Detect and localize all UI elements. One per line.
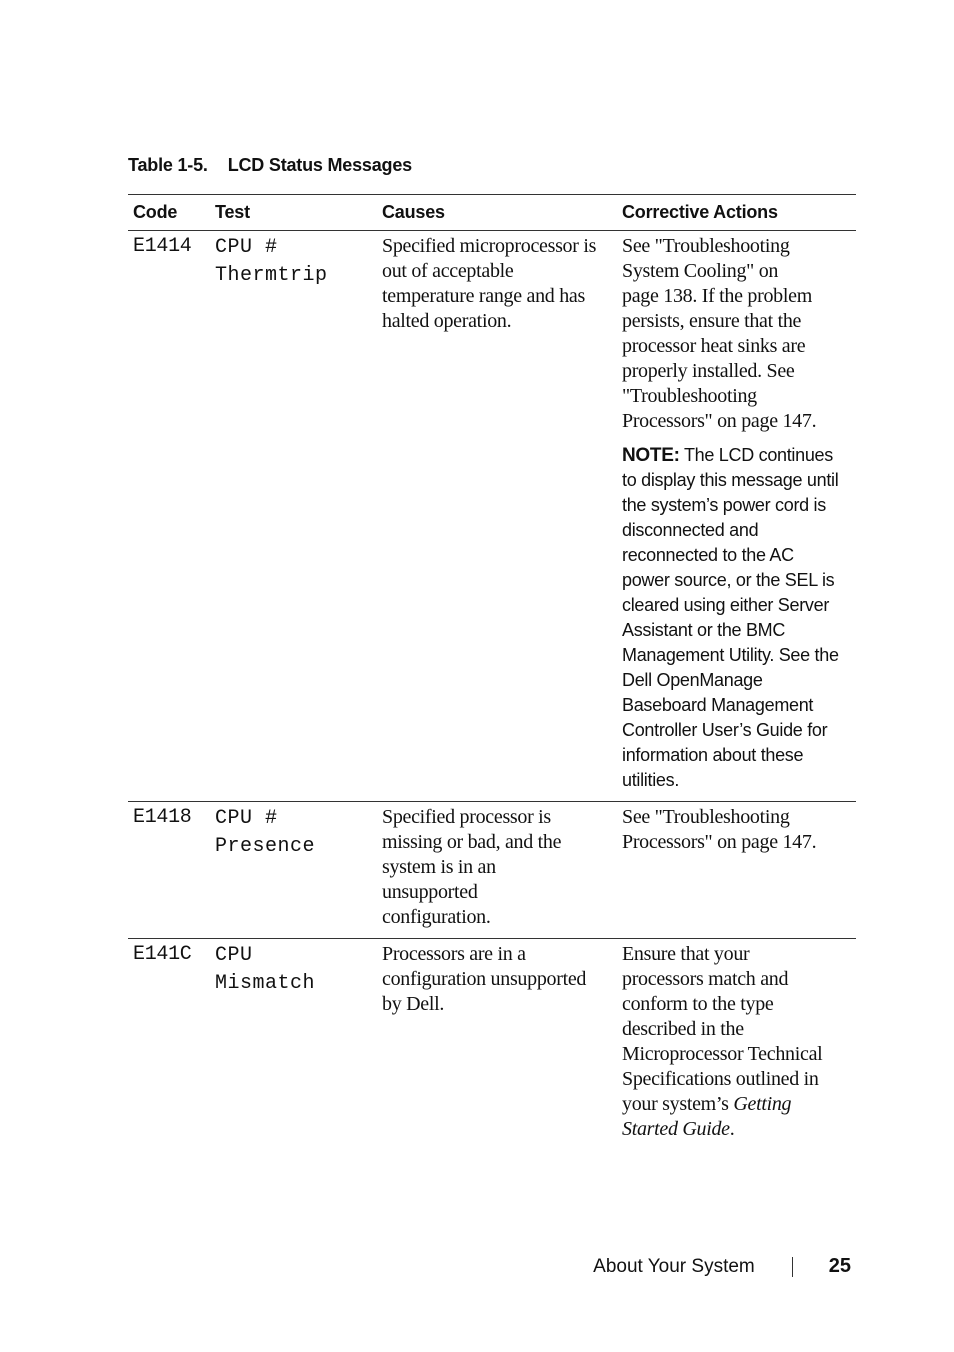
- corrective-actions-cell: [617, 231, 856, 802]
- note-line: reconnected to the AC: [622, 545, 794, 565]
- corrective-actions-cell: [617, 939, 856, 1151]
- code-cell: E1418: [128, 802, 210, 939]
- test-line: Presence: [215, 835, 316, 858]
- test-cell: [210, 802, 377, 939]
- action-line: Processors" on page 147.: [622, 831, 817, 853]
- note-line: Controller User’s Guide for: [622, 720, 828, 740]
- page-number: 25: [828, 1255, 851, 1277]
- test-cell: [210, 939, 377, 1151]
- footer-divider: [792, 1257, 793, 1277]
- note-text: The LCD continues: [679, 445, 833, 465]
- footer-section-title: About Your System: [593, 1255, 755, 1277]
- cause-line: halted operation.: [382, 310, 512, 332]
- table-header-row: [128, 195, 856, 231]
- note-block: [622, 443, 852, 793]
- note-line: Assistant or the BMC: [622, 620, 786, 640]
- note-line: disconnected and: [622, 520, 759, 540]
- lcd-status-table: [128, 194, 856, 1150]
- action-text: .: [729, 1118, 735, 1140]
- table-title: LCD Status Messages: [227, 155, 412, 175]
- table-caption: [128, 155, 412, 176]
- causes-cell: [377, 939, 617, 1151]
- action-line: Specifications outlined in: [622, 1068, 819, 1090]
- action-line: See "Troubleshooting: [622, 235, 790, 257]
- action-line: conform to the type: [622, 993, 774, 1015]
- action-line-with-reference: [622, 1117, 852, 1142]
- test-cell: [210, 231, 377, 802]
- note-line: information about these: [622, 745, 804, 765]
- causes-cell: [377, 231, 617, 802]
- cause-line: system is in an: [382, 856, 496, 878]
- action-line: System Cooling" on: [622, 260, 779, 282]
- guide-title-part: Getting: [733, 1093, 792, 1115]
- test-line: CPU #: [215, 807, 278, 830]
- action-line: See "Troubleshooting: [622, 806, 790, 828]
- action-line: Processors" on page 147.: [622, 410, 817, 432]
- test-line: Thermtrip: [215, 264, 328, 287]
- action-line: properly installed. See: [622, 360, 795, 382]
- note-line: to display this message until: [622, 470, 839, 490]
- test-line: CPU: [215, 944, 253, 967]
- note-line: the system’s power cord is: [622, 495, 826, 515]
- table-row: [128, 231, 856, 802]
- action-line: Microprocessor Technical: [622, 1043, 823, 1065]
- cause-line: configuration.: [382, 906, 491, 928]
- cause-line: Processors are in a: [382, 943, 526, 965]
- table-row: [128, 802, 856, 939]
- code-cell: E141C: [133, 943, 192, 966]
- table-row: [128, 939, 856, 1151]
- cause-line: configuration unsupported: [382, 968, 587, 990]
- cause-line: Specified processor is: [382, 806, 551, 828]
- action-line: persists, ensure that the: [622, 310, 802, 332]
- note-line: utilities.: [622, 770, 680, 790]
- action-line: processors match and: [622, 968, 789, 990]
- code-cell: E1414: [128, 231, 210, 802]
- action-text: your system’s: [622, 1093, 734, 1115]
- test-line: CPU #: [215, 236, 278, 259]
- note-first-line: [622, 443, 852, 468]
- column-header-code: Code: [128, 195, 210, 231]
- action-line: processor heat sinks are: [622, 335, 806, 357]
- test-line: Mismatch: [215, 972, 316, 995]
- note-line: cleared using either Server: [622, 595, 830, 615]
- action-line: page 138. If the problem: [622, 285, 812, 307]
- causes-cell: [377, 802, 617, 939]
- cause-line: unsupported: [382, 881, 478, 903]
- corrective-actions-cell: [617, 802, 856, 939]
- table-number: Table 1-5.: [128, 155, 208, 175]
- note-line: Management Utility. See the: [622, 645, 839, 665]
- action-line: described in the: [622, 1018, 744, 1040]
- action-line-with-reference: [622, 1092, 852, 1117]
- cause-line: by Dell.: [382, 993, 445, 1015]
- action-line: Ensure that your: [622, 943, 750, 965]
- cause-line: Specified microprocessor is: [382, 235, 597, 257]
- cause-line: out of acceptable: [382, 260, 514, 282]
- page-footer: [593, 1255, 851, 1278]
- note-line: power source, or the SEL is: [622, 570, 835, 590]
- note-line: Baseboard Management: [622, 695, 814, 715]
- cause-line: missing or bad, and the: [382, 831, 562, 853]
- column-header-causes: Causes: [377, 195, 617, 231]
- guide-title-part: Started Guide: [622, 1118, 730, 1140]
- action-line: "Troubleshooting: [622, 385, 757, 407]
- column-header-test: Test: [210, 195, 377, 231]
- column-header-corrective-actions: Corrective Actions: [617, 195, 856, 231]
- cause-line: temperature range and has: [382, 285, 585, 307]
- note-label: NOTE:: [622, 445, 680, 466]
- note-line: Dell OpenManage: [622, 670, 763, 690]
